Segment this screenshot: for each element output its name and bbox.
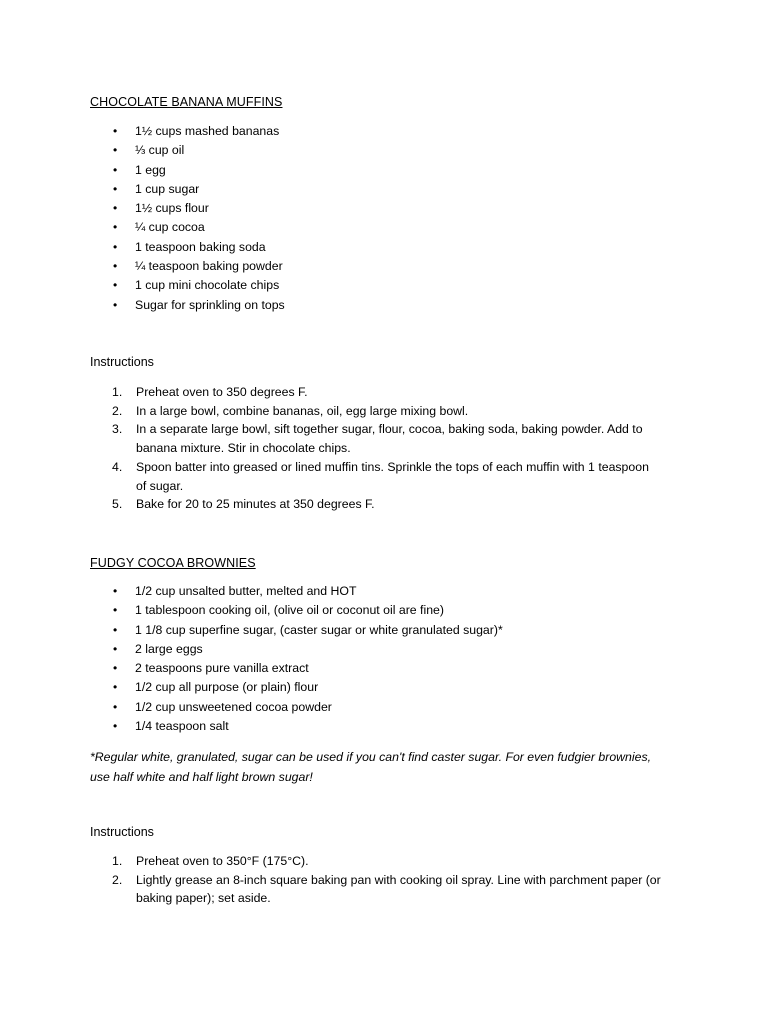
list-item	[0, 871, 700, 908]
list-item: • 1 cup sugar	[0, 180, 285, 199]
list-item: • 1 tablespoon cooking oil, (olive oil or coconut oil are fine)	[0, 601, 503, 620]
list-item	[0, 402, 700, 421]
step-number: 5.	[112, 497, 123, 512]
step-number: 1.	[112, 854, 123, 868]
note-text: *Regular white, granulated, sugar can be used if you can't find caster sugar. For even fudgier brownies,	[90, 750, 652, 764]
list-item: • ¼ teaspoon baking powder	[0, 257, 285, 276]
recipe2-title: FUDGY COCOA BROWNIES	[90, 556, 256, 570]
step-text: In a large bowl, combine bananas, oil, egg large mixing bowl.	[136, 403, 469, 418]
step-text: Preheat oven to 350°F (175°C).	[136, 854, 309, 868]
step-text: of sugar.	[136, 478, 184, 493]
recipe2-instructions-heading: Instructions	[90, 825, 154, 839]
step-text: banana mixture. Stir in chocolate chips.	[136, 441, 351, 456]
recipe1-ingredient-list	[0, 122, 285, 315]
list-item: • 2 teaspoons pure vanilla extract	[0, 659, 503, 678]
step-number: 4.	[112, 459, 123, 474]
list-item: • 1 cup mini chocolate chips	[0, 276, 285, 295]
recipe2-ingredient-list	[0, 582, 503, 736]
list-item: • 1½ cups flour	[0, 199, 285, 218]
recipe1-steps	[0, 383, 700, 514]
list-item: • Sugar for sprinkling on tops	[0, 296, 285, 315]
list-item: • 1 1/8 cup superfine sugar, (caster sugar or white granulated sugar)*	[0, 621, 503, 640]
list-item: • 1 teaspoon baking soda	[0, 238, 285, 257]
list-item	[0, 420, 700, 457]
list-item: • 1 egg	[0, 161, 285, 180]
list-item: • 1½ cups mashed bananas	[0, 122, 285, 141]
step-text: Bake for 20 to 25 minutes at 350 degrees F.	[136, 497, 375, 512]
list-item: • 1/2 cup unsalted butter, melted and HOT	[0, 582, 503, 601]
step-text: Spoon batter into greased or lined muffin tins. Sprinkle the tops of each muffin with 1 teaspoon	[136, 459, 649, 474]
recipe2-steps	[0, 852, 700, 908]
step-number: 3.	[112, 422, 123, 437]
list-item: • ¼ cup cocoa	[0, 218, 285, 237]
step-number: 2.	[112, 403, 123, 418]
list-item	[0, 458, 700, 495]
recipe1-instructions-heading: Instructions	[90, 355, 154, 369]
list-item: • ⅓ cup oil	[0, 141, 285, 160]
step-text: In a separate large bowl, sift together sugar, flour, cocoa, baking soda, baking powder. Add to	[136, 422, 643, 437]
step-text: Lightly grease an 8-inch square baking pan with cooking oil spray. Line with parchment paper (or	[136, 872, 661, 887]
step-number: 2.	[112, 872, 123, 887]
list-item: • 1/4 teaspoon salt	[0, 717, 503, 736]
list-item: • 1/2 cup all purpose (or plain) flour	[0, 678, 503, 697]
sugar-note	[90, 747, 690, 787]
list-item: • 2 large eggs	[0, 640, 503, 659]
step-number: 1.	[112, 385, 123, 399]
step-text: baking paper); set aside.	[136, 891, 271, 906]
list-item	[0, 383, 700, 402]
step-text: Preheat oven to 350 degrees F.	[136, 385, 308, 399]
list-item	[0, 495, 700, 514]
list-item	[0, 852, 700, 871]
list-item: • 1/2 cup unsweetened cocoa powder	[0, 698, 503, 717]
recipe1-title: CHOCOLATE BANANA MUFFINS	[90, 95, 283, 109]
note-text: use half white and half light brown sugar!	[90, 770, 313, 784]
